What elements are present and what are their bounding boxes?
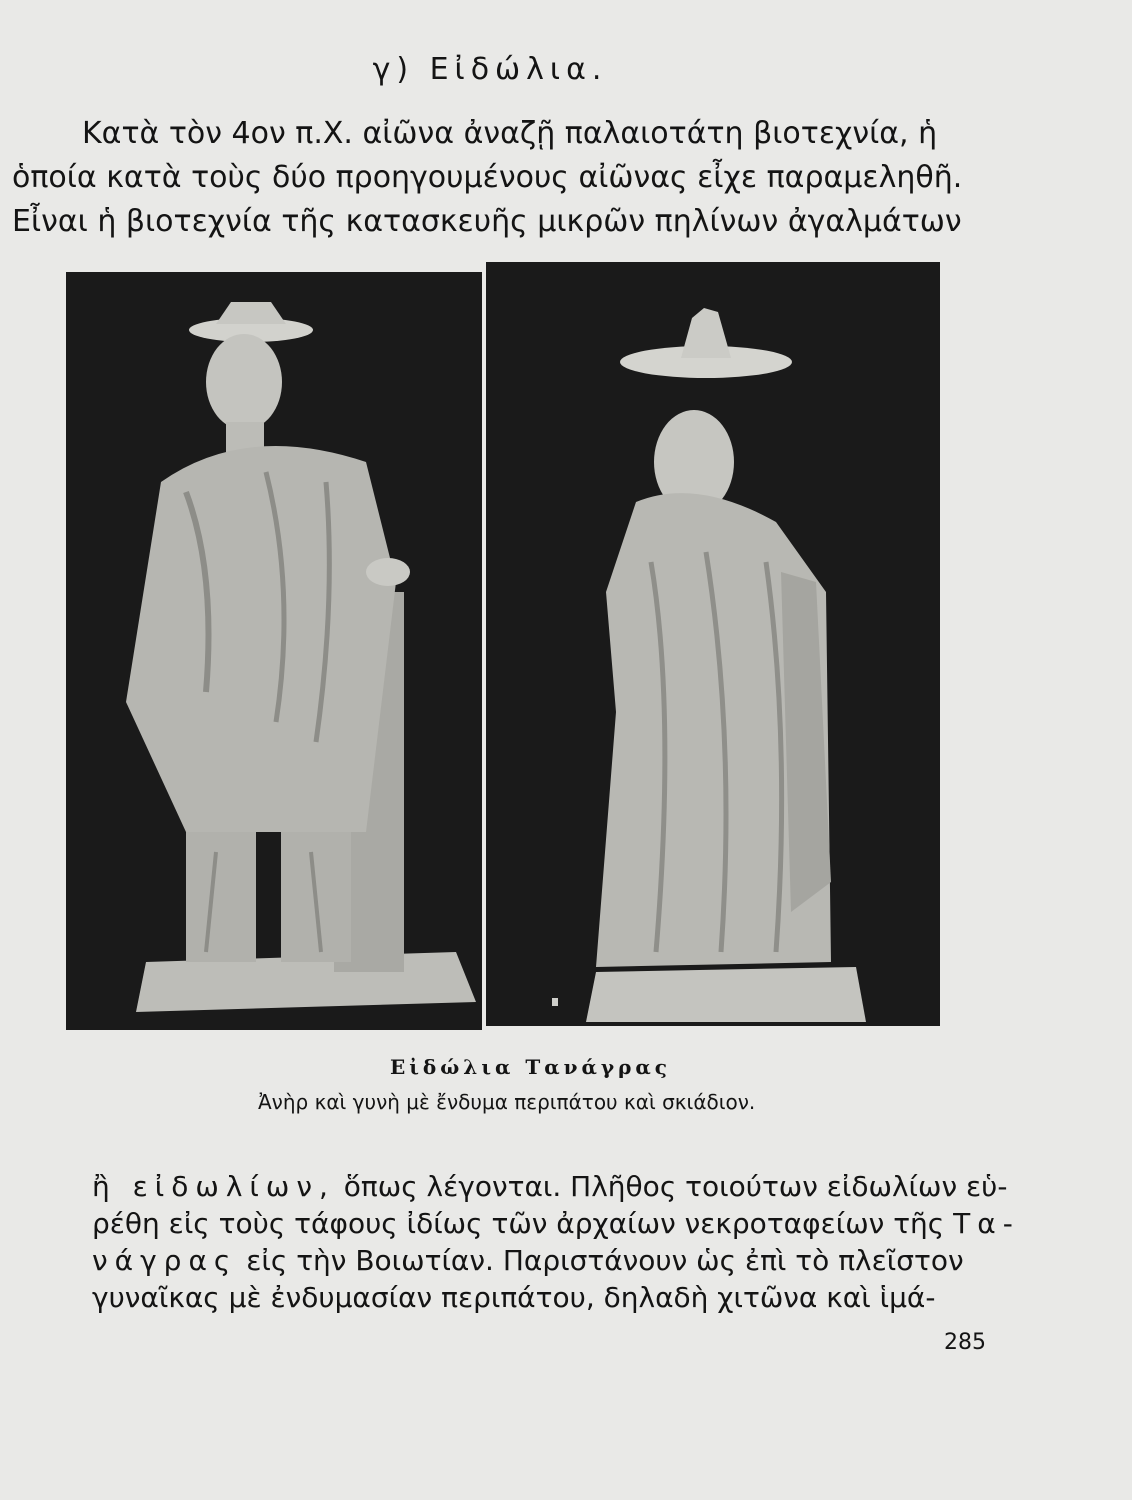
paragraph-text: ρέθη εἰς τοὺς τάφους ἰδίως τῶν ἀρχαίων νεκροταφείων τῆς [92,1207,954,1240]
paragraph-intro [12,112,962,244]
figure-caption-title: Εἰδώλια Τανάγρας [390,1055,671,1079]
spaced-term: ἢ εἰδωλίων, [92,1170,335,1203]
female-figurine-image [486,262,940,1026]
paragraph-line: Εἶναι ἡ βιοτεχνία τῆς κατασκευῆς μικρῶν πηλίνων ἀγαλμάτων [12,204,962,239]
page-number: 285 [944,1330,986,1355]
paragraph-line [92,1242,1002,1279]
paragraph-continuation [92,1168,1020,1316]
male-figurine-image [66,272,482,1030]
figurine-photo-female [486,262,940,1026]
spaced-term: Τα- [953,1207,1020,1240]
paragraph-line [92,1205,1020,1242]
paragraph-line: Κατὰ τὸν 4ον π.Χ. αἰῶνα ἀναζῇ παλαιοτάτη βιοτεχνία, ἡ [82,116,938,151]
figure-caption-text: Ἀνὴρ καὶ γυνὴ μὲ ἔνδυμα περιπάτου καὶ σκιάδιον. [258,1090,756,1114]
paragraph-line: ὁποία κατὰ τοὺς δύο προηγουμένους αἰῶνας εἶχε παραμεληθῆ. [12,160,963,195]
paragraph-line [92,1168,1008,1205]
figurine-photo-male [66,272,482,1030]
paragraph-text: ὅπως λέγονται. Πλῆθος τοιούτων εἰδωλίων εὑ- [334,1170,1008,1203]
section-heading: γ) Εἰδώλια. [372,52,608,87]
paragraph-line: γυναῖκας μὲ ἐνδυμασίαν περιπάτου, δηλαδὴ χιτῶνα καὶ ἱμά- [92,1281,936,1314]
spaced-term: νάγρας [92,1244,238,1277]
paragraph-text: εἰς τὴν Βοιωτίαν. Παριστάνουν ὡς ἐπὶ τὸ πλεῖστον [237,1244,964,1277]
